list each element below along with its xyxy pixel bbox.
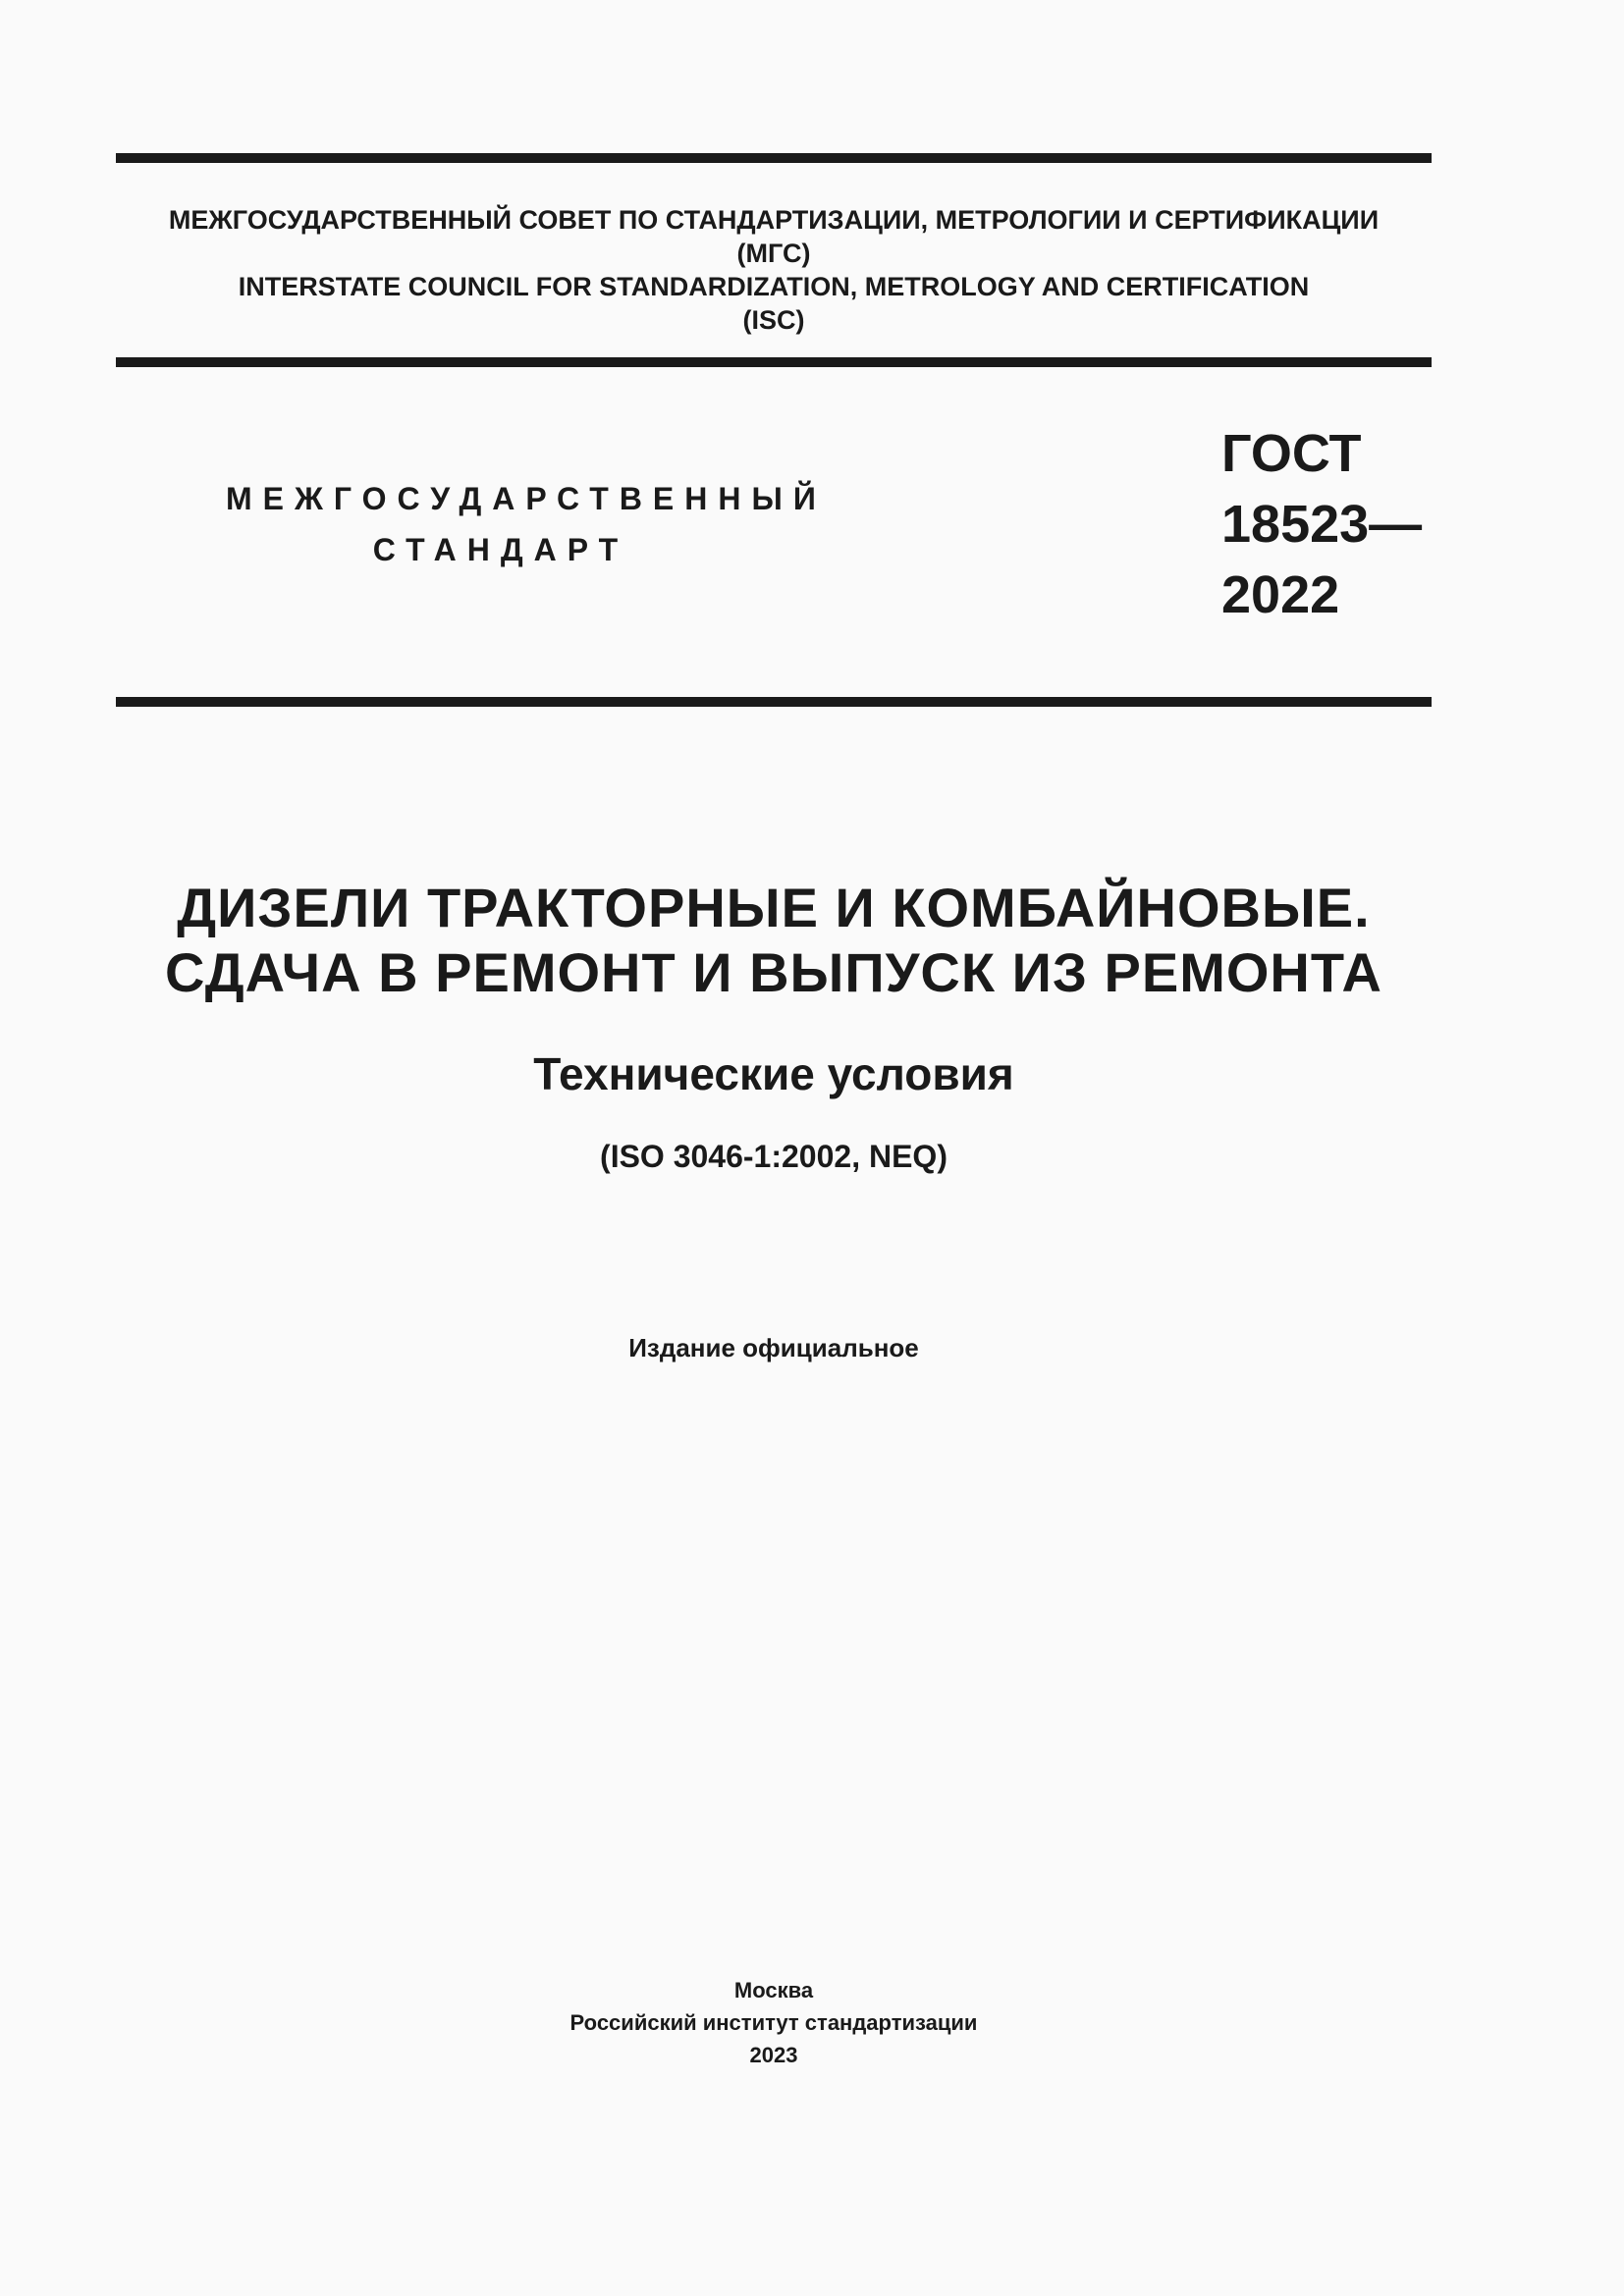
header-divider (116, 357, 1432, 367)
imprint-year: 2023 (749, 2043, 798, 2067)
iso-reference: (ISO 3046-1:2002, NEQ) (600, 1139, 947, 1174)
council-abbr-ru: (МГС) (736, 239, 811, 268)
document-subtitle: Технические условия (533, 1048, 1014, 1099)
top-divider (116, 153, 1432, 163)
imprint-publisher: Российский институт стандартизации (569, 2010, 978, 2035)
document-title (116, 876, 1432, 1005)
title-divider (116, 697, 1432, 707)
standard-kind-line-2: СТАНДАРТ (372, 532, 629, 567)
council-name-ru: МЕЖГОСУДАРСТВЕННЫЙ СОВЕТ ПО СТАНДАРТИЗАЦИИ, МЕТРОЛОГИИ И СЕРТИФИКАЦИИ (168, 205, 1380, 235)
document-title-line-1: ДИЗЕЛИ ТРАКТОРНЫЕ И КОМБАЙНОВЫЕ. (177, 877, 1371, 938)
council-header (116, 203, 1432, 337)
standard-code-line-1: ГОСТ (1221, 424, 1362, 483)
standard-kind (226, 473, 827, 575)
document-title-line-2: СДАЧА В РЕМОНТ И ВЫПУСК ИЗ РЕМОНТА (165, 941, 1382, 1003)
council-name-en: INTERSTATE COUNCIL FOR STANDARDIZATION, METROLOGY AND CERTIFICATION (238, 272, 1310, 301)
standard-code-line-2: 18523— (1221, 495, 1423, 554)
imprint-city: Москва (733, 1978, 814, 2002)
imprint (116, 1974, 1432, 2071)
council-abbr-en: (ISC) (742, 305, 805, 335)
standard-code (1221, 418, 1422, 630)
standard-kind-line-1: МЕЖГОСУДАРСТВЕННЫЙ (226, 481, 827, 516)
edition-note: Издание официальное (628, 1333, 919, 1362)
standard-code-line-3: 2022 (1221, 565, 1340, 624)
